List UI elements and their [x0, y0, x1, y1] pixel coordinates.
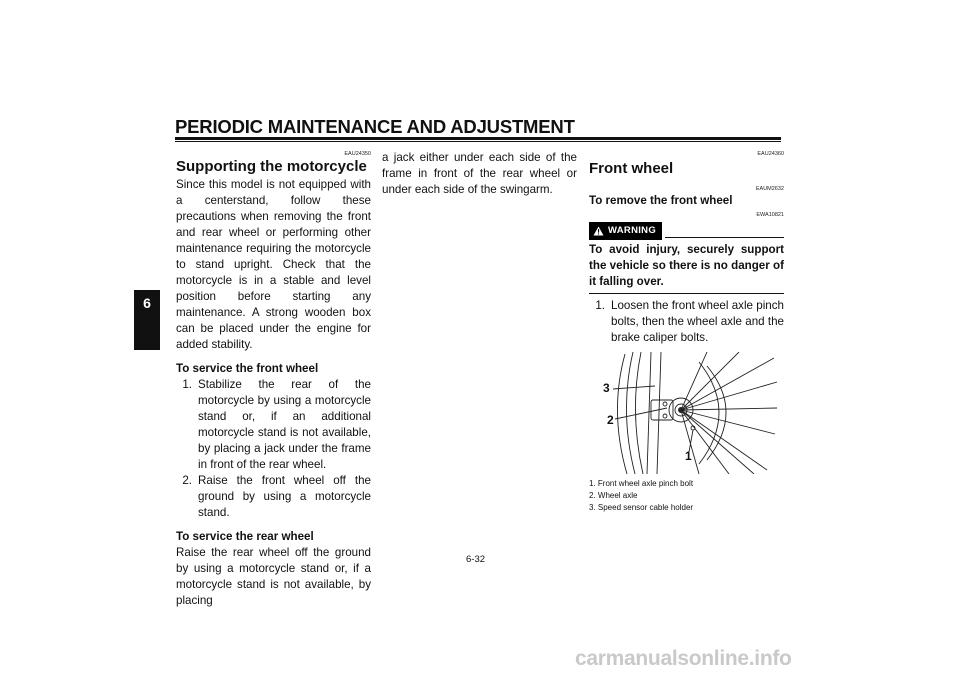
list-number: 1. [595, 299, 605, 312]
list-text: Stabilize the rear of the motorcycle by using a motorcycle stand or, if an additional motorcycle stand is not available, by placing a jack under the frame in front of the rear wheel. [198, 378, 371, 471]
column-2 [382, 150, 577, 198]
list-item [176, 377, 371, 473]
wheel-illustration [589, 352, 779, 474]
subheading-rear-wheel: To service the rear wheel [176, 530, 314, 543]
caption-item: 2. Wheel axle [589, 491, 638, 500]
warning-header [589, 222, 784, 240]
warning-triangle-icon [593, 226, 604, 236]
page-title: PERIODIC MAINTENANCE AND ADJUSTMENT [175, 116, 575, 137]
list-text: Raise the front wheel off the ground by using a motorcycle stand. [198, 474, 371, 519]
figure-captions [589, 478, 784, 514]
warning-label: WARNING [608, 225, 657, 236]
column-3 [589, 150, 784, 514]
list-number: 1. [182, 378, 192, 391]
list-item [176, 473, 371, 521]
caption-item: 3. Speed sensor cable holder [589, 503, 694, 512]
section-code: EAU24350 [344, 151, 371, 157]
warning-code: EWA10821 [756, 212, 784, 218]
page-number: 6-32 [466, 554, 486, 565]
header-rule [175, 137, 781, 142]
figure-callout-2: 2 [607, 413, 614, 427]
subheading-front-wheel: To service the front wheel [176, 362, 319, 375]
list-text: Loosen the front wheel axle pinch bolts, then the wheel axle and the brake caliper bolts. [611, 299, 784, 344]
section-code: EAU24360 [757, 151, 784, 157]
section-heading-supporting: Supporting the motorcycle [176, 158, 367, 175]
caption-item: 1. Front wheel axle pinch bolt [589, 479, 694, 488]
chapter-tab: 6 [134, 290, 160, 350]
warning-bottom-rule [589, 293, 784, 294]
subheading-remove-front-wheel: To remove the front wheel [589, 194, 733, 207]
warning-badge [589, 222, 662, 240]
front-wheel-hub-drawing [589, 352, 779, 474]
watermark-footer: carmanualsonline.info [575, 647, 792, 670]
warning-rule [665, 237, 784, 238]
warning-text: To avoid injury, securely support the vehicle so there is no danger of it falling over. [589, 243, 784, 288]
list-number: 2. [182, 474, 192, 487]
rear-paragraph: Raise the rear wheel off the ground by using a motorcycle stand or, if a motorcycle stand is not available, by placing [176, 546, 371, 607]
list-item [589, 298, 784, 346]
column-1 [176, 150, 371, 609]
continued-paragraph: a jack either under each side of the frame in front of the rear wheel or under each side of the swingarm. [382, 151, 577, 196]
section-heading-front-wheel: Front wheel [589, 160, 674, 177]
subsection-code: EAUM2632 [755, 186, 784, 192]
figure-callout-3: 3 [603, 381, 610, 395]
intro-paragraph: Since this model is not equipped with a centerstand, follow these precautions when removing the front and rear wheel or performing other maintenance requiring the motorcycle to stand upright. Check that the motorcycle is in a stable and level position before starting any maintenance. A strong wooden box can be placed under the engine for added stability. [176, 178, 371, 351]
figure-callout-1: 1 [685, 449, 692, 463]
